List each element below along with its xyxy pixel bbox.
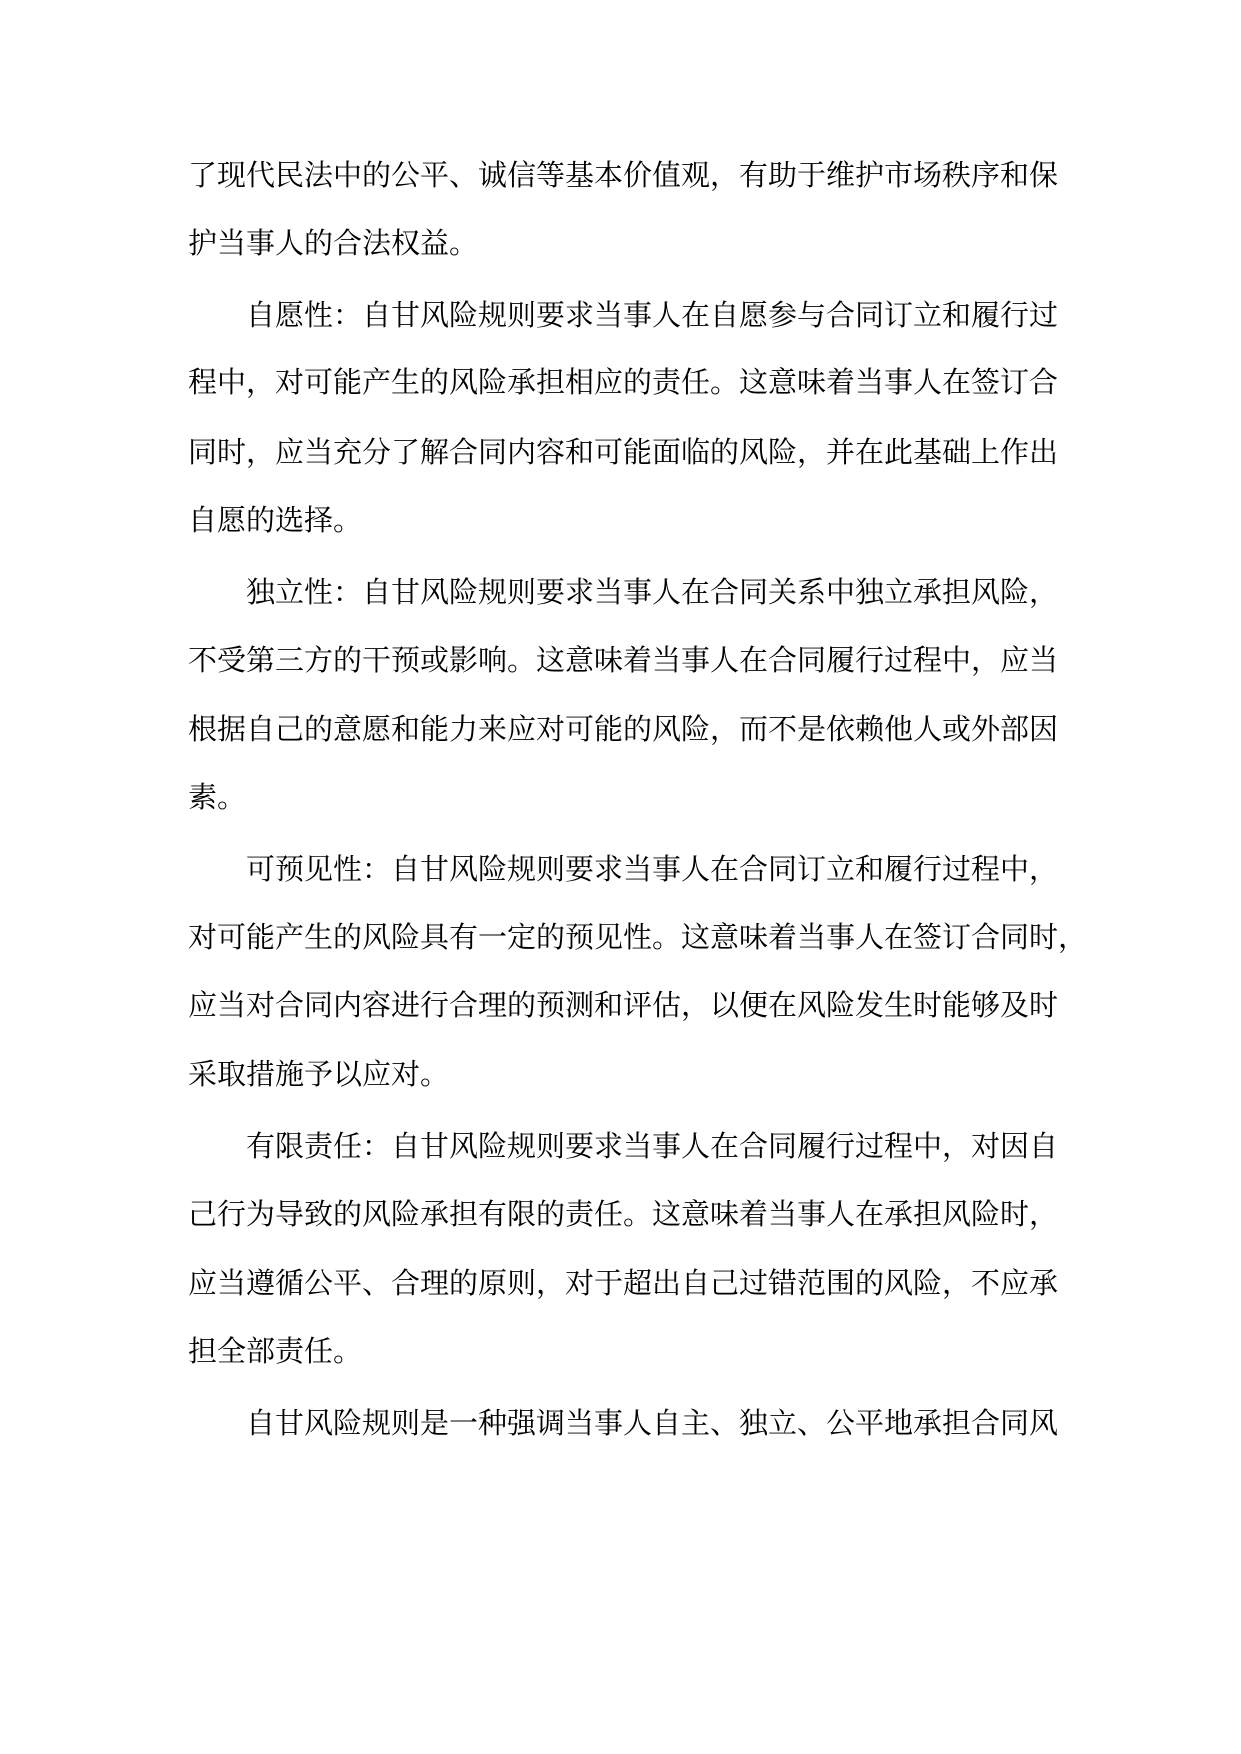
text-line: 同时，应当充分了解合同内容和可能面临的风险，并在此基础上作出 [188, 435, 1059, 469]
paragraph-start-line: 自甘风险规则是一种强调当事人自主、独立、公平地承担合同风 [246, 1406, 1059, 1440]
text-line: 对可能产生的风险具有一定的预见性。这意味着当事人在签订合同时， [188, 920, 1088, 954]
text-line: 担全部责任。 [188, 1334, 363, 1368]
text-line: 了现代民法中的公平、诚信等基本价值观，有助于维护市场秩序和保 [188, 158, 1059, 192]
text-line: 采取措施予以应对。 [188, 1057, 450, 1091]
text-line: 素。 [188, 780, 247, 814]
text-line: 应当对合同内容进行合理的预测和评估，以便在风险发生时能够及时 [188, 988, 1059, 1022]
paragraph-start-line: 独立性：自甘风险规则要求当事人在合同关系中独立承担风险， [246, 575, 1059, 609]
text-line: 不受第三方的干预或影响。这意味着当事人在合同履行过程中，应当 [188, 643, 1059, 677]
text-line: 自愿的选择。 [188, 503, 363, 537]
paragraph-start-line: 自愿性：自甘风险规则要求当事人在自愿参与合同订立和履行过 [246, 298, 1059, 332]
text-line: 根据自己的意愿和能力来应对可能的风险，而不是依赖他人或外部因 [188, 712, 1059, 746]
text-line: 护当事人的合法权益。 [188, 226, 479, 260]
text-line: 应当遵循公平、合理的原则，对于超出自己过错范围的风险，不应承 [188, 1266, 1059, 1300]
text-line: 己行为导致的风险承担有限的责任。这意味着当事人在承担风险时， [188, 1197, 1059, 1231]
paragraph-start-line: 可预见性：自甘风险规则要求当事人在合同订立和履行过程中， [246, 852, 1059, 886]
text-line: 程中，对可能产生的风险承担相应的责任。这意味着当事人在签订合 [188, 365, 1059, 399]
paragraph-start-line: 有限责任：自甘风险规则要求当事人在合同履行过程中，对因自 [246, 1129, 1059, 1163]
